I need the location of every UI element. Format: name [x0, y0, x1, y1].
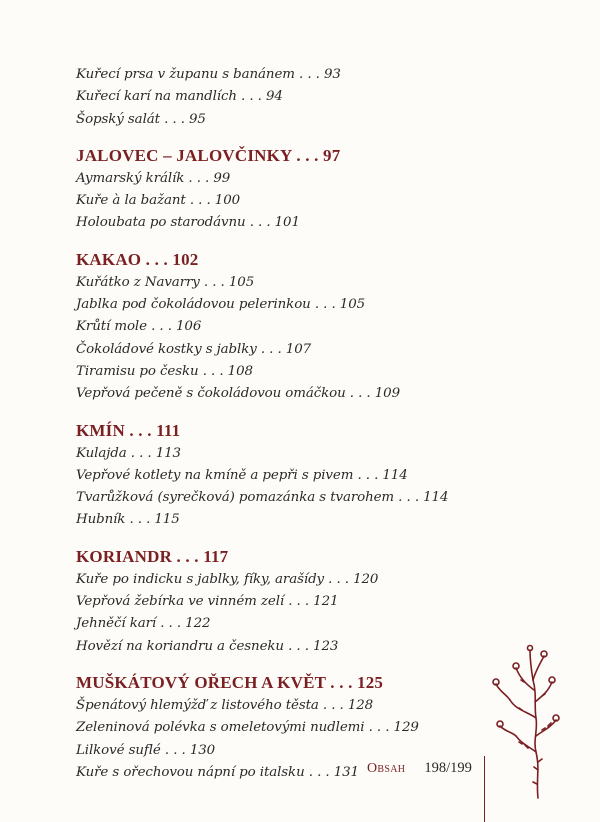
toc-entry: Kulajda . . . 113 — [76, 445, 181, 461]
toc-entry: Hubník . . . 115 — [76, 512, 180, 528]
toc-section-jalovec — [76, 145, 516, 235]
footer-divider — [484, 756, 485, 822]
toc-entry: Zeleninová polévka s omeletovými nudlemi . . . 129 — [76, 720, 419, 736]
toc-entry: Kuřátko z Navarry . . . 105 — [76, 274, 255, 290]
toc-entry: Kuře s ořechovou nápní po italsku . . . 131 — [76, 764, 359, 780]
toc-entry: Aymarský králík . . . 99 — [76, 170, 231, 186]
toc-entry: Lilkové suflé . . . 130 — [76, 742, 216, 758]
toc-section-kakao — [76, 249, 516, 406]
footer-section-label: Obsah — [367, 761, 406, 776]
toc-entry: Vepřová žebírka ve vinném zelí . . . 121 — [76, 594, 339, 610]
section-heading: KAKAO . . . 102 — [76, 249, 199, 269]
section-heading: KORIANDR . . . 117 — [76, 546, 229, 566]
toc-entry: Krůtí mole . . . 106 — [76, 319, 202, 335]
toc-entry: Jablka pod čokoládovou pelerinkou . . . 105 — [76, 297, 366, 313]
toc-entry: Tiramisu po česku . . . 108 — [76, 363, 253, 379]
section-heading: JALOVEC – JALOVČINKY . . . 97 — [76, 145, 341, 165]
toc-entry: Kuře à la bažant . . . 100 — [76, 193, 241, 209]
toc-entry: Holoubata po starodávnu . . . 101 — [76, 215, 300, 231]
toc-entry: Jehněčí karí . . . 122 — [76, 616, 211, 632]
toc-entry: Kuřecí karí na mandlích . . . 94 — [76, 89, 283, 105]
toc-entry: Kuřecí prsa v županu s banánem . . . 93 — [76, 67, 341, 82]
toc-section-kmin — [76, 420, 516, 532]
table-of-contents — [76, 64, 516, 784]
toc-entry: Hovězí na koriandru a česneku . . . 123 — [76, 638, 339, 654]
toc-entry: Vepřová pečeně s čokoládovou omáčkou . . . 109 — [76, 386, 400, 402]
toc-entry: Vepřové kotlety na kmíně a pepři s pivem . . . 114 — [76, 467, 408, 483]
section-heading: KMÍN . . . 111 — [76, 420, 181, 440]
toc-entry: Kuře po indicku s jablky, fíky, arašídy . . . 120 — [76, 571, 379, 587]
toc-entry: Špenátový hlemýžď z listového těsta . . . 128 — [76, 697, 374, 713]
plant-illustration-icon — [486, 640, 566, 804]
toc-entry: Čokoládové kostky s jablky . . . 107 — [76, 341, 312, 357]
section-heading: MUŠKÁTOVÝ OŘECH A KVĚT . . . 125 — [76, 672, 384, 692]
page-footer — [367, 757, 472, 777]
toc-section-koriandr — [76, 546, 516, 658]
toc-entry: Tvarůžková (syrečková) pomazánka s tvarohem . . . 114 — [76, 490, 449, 506]
page-numbers: 198/199 — [424, 760, 472, 776]
toc-section-continued — [76, 64, 516, 131]
toc-entry: Šopský salát . . . 95 — [76, 111, 206, 127]
